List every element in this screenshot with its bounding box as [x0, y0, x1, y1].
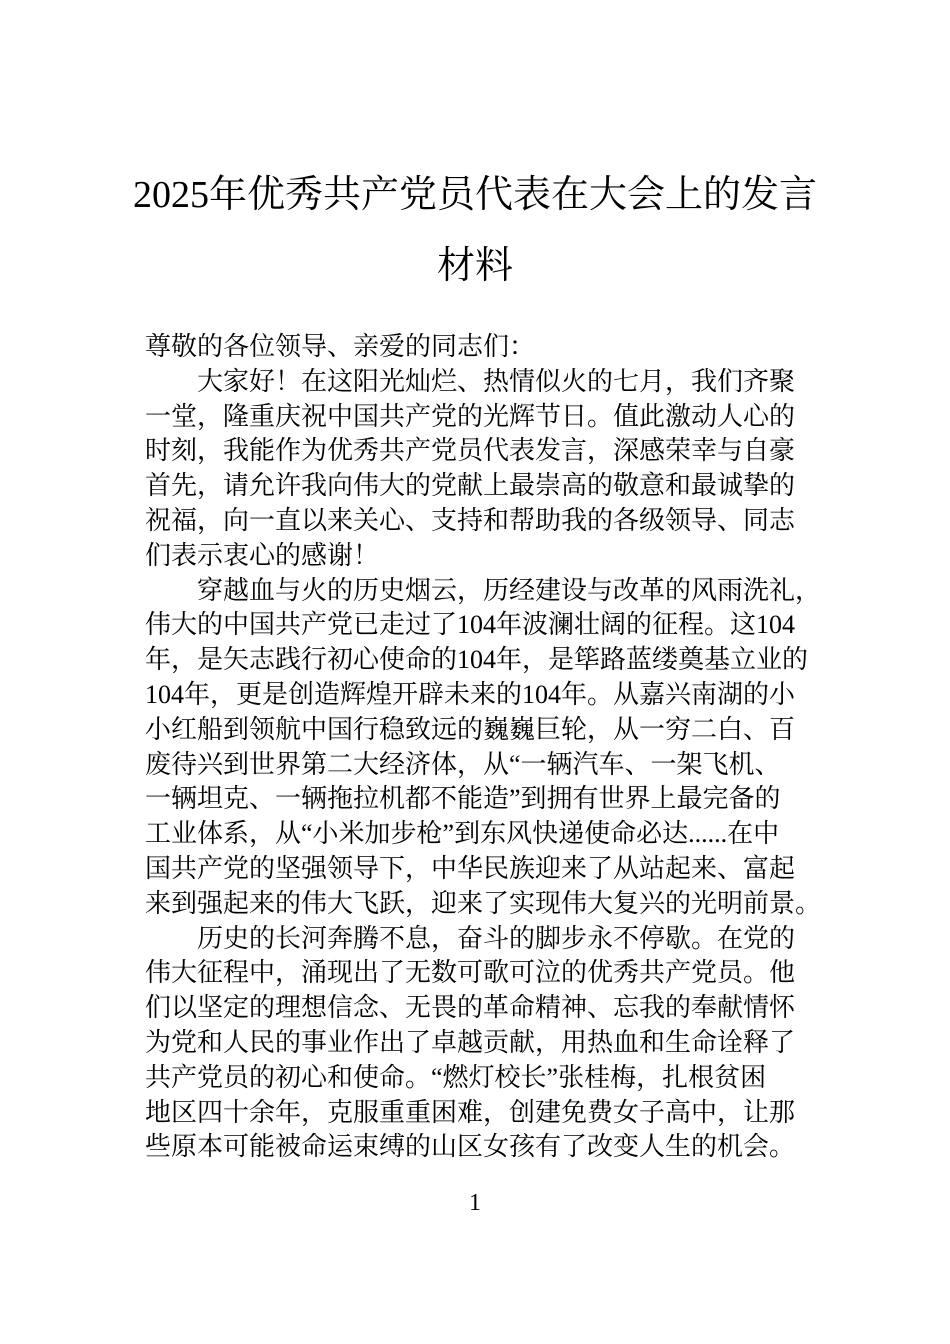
paragraph-3-line-1: 历史的长河奔腾不息，奋斗的脚步永不停歇。在党的	[197, 923, 796, 953]
paragraph-2-line-1: 穿越血与火的历史烟云，历经建设与改革的风雨洗礼，	[197, 575, 822, 605]
paragraph-2-line-7: 一辆坦克、一辆拖拉机都不能造”到拥有世界上最完备的	[145, 784, 781, 814]
paragraph-3-line-7: 些原本可能被命运束缚的山区女孩有了改变人生的机会。	[145, 1132, 796, 1162]
paragraph-2-line-2: 伟大的中国共产党已走过了104年波澜壮阔的征程。这104	[145, 610, 796, 640]
paragraph-2-line-8: 工业体系，从“小米加步枪”到东风快递使命必达......在中	[145, 819, 780, 849]
document-title-line-2: 材料	[436, 245, 513, 287]
paragraph-2-line-5: 小红船到领航中国行稳致远的巍巍巨轮，从一穷二白、百	[145, 714, 796, 744]
paragraph-2-line-4: 104年，更是创造辉煌开辟未来的104年。从嘉兴南湖的小	[145, 679, 796, 709]
paragraph-1-line-6: 们表示衷心的感谢！	[145, 540, 380, 570]
paragraph-2-line-6: 废待兴到世界第二大经济体，从“一辆汽车、一架飞机、	[145, 749, 781, 779]
paragraph-1-line-3: 时刻，我能作为优秀共产党员代表发言，深感荣幸与自豪	[145, 436, 796, 466]
paragraph-2-line-3: 年，是矢志践行初心使命的104年，是筚路蓝缕奠基立业的	[145, 645, 809, 675]
paragraph-3-line-6: 地区四十余年，克服重重困难，创建免费女子高中，让那	[145, 1097, 796, 1127]
paragraph-2-line-10: 来到强起来的伟大飞跃，迎来了实现伟大复兴的光明前景。	[145, 888, 822, 918]
salutation-line: 尊敬的各位领导、亲爱的同志们：	[145, 332, 536, 361]
document-body	[145, 330, 845, 1165]
paragraph-2-line-9: 国共产党的坚强领导下，中华民族迎来了从站起来、富起	[145, 853, 796, 883]
paragraph-1-line-2: 一堂，隆重庆祝中国共产党的光辉节日。值此激动人心的	[145, 401, 796, 431]
paragraph-3-line-5: 共产党员的初心和使命。“燃灯校长”张桂梅，扎根贫困	[145, 1062, 767, 1092]
document-title-line-1: 2025年优秀共产党员代表在大会上的发言	[132, 174, 817, 216]
paragraph-3-line-4: 为党和人民的事业作出了卓越贡献，用热血和生命诠释了	[145, 1027, 796, 1057]
paragraph-1-line-4: 首先，请允许我向伟大的党献上最崇高的敬意和最诚挚的	[145, 471, 796, 501]
paragraph-1-line-5: 祝福，向一直以来关心、支持和帮助我的各级领导、同志	[145, 505, 796, 535]
paragraph-3-line-3: 们以坚定的理想信念、无畏的革命精神、忘我的奉献情怀	[145, 993, 796, 1023]
page-number: 1	[469, 1190, 481, 1216]
paragraph-1-line-1: 大家好！在这阳光灿烂、热情似火的七月，我们齐聚	[197, 366, 796, 396]
paragraph-3-line-2: 伟大征程中，涌现出了无数可歌可泣的优秀共产党员。他	[145, 958, 796, 988]
